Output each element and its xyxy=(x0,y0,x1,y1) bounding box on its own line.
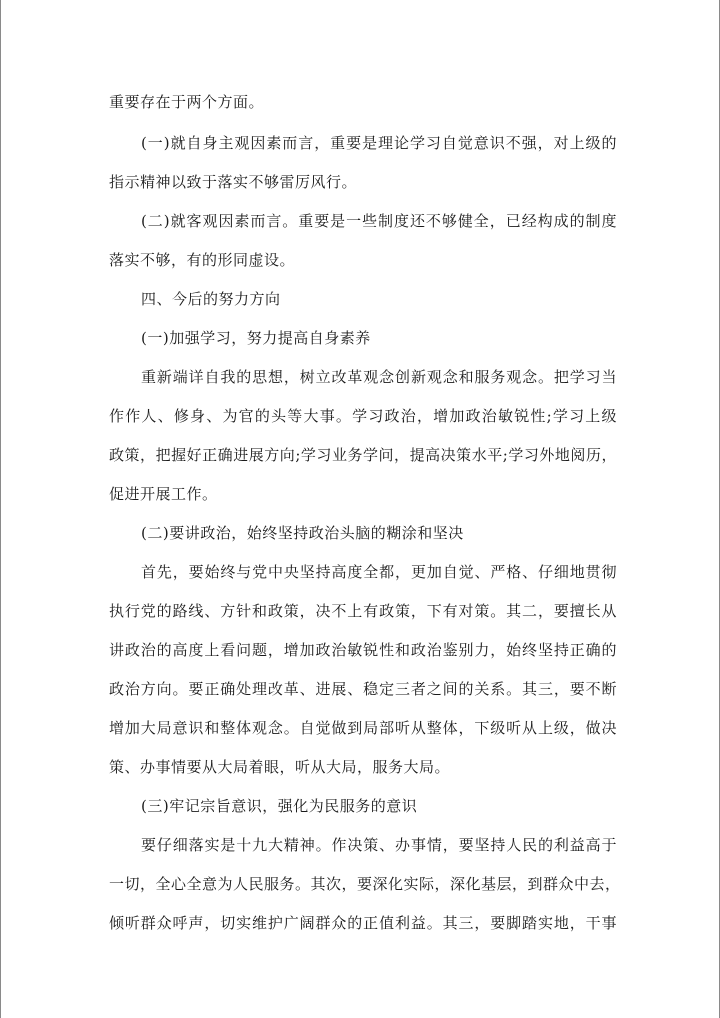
text-line: 落实不够，有的形同虚设。 xyxy=(109,251,296,269)
text-line: 首先，要始终与党中央坚持高度全都，更加自觉、严格、仔细地贯彻 xyxy=(141,563,617,581)
subsection-heading: (二)要讲政治，始终坚持政治头脑的糊涂和坚决 xyxy=(141,524,464,542)
text-line: 讲政治的高度上看问题，增加政治敏锐性和政治鉴别力，始终坚持正确的 xyxy=(109,641,617,659)
text-line: 政治方向。要正确处理改革、进展、稳定三者之间的关系。其三，要不断 xyxy=(109,680,617,698)
text-line: 增加大局意识和整体观念。自觉做到局部听从整体，下级听从上级，做决 xyxy=(109,719,617,737)
text-line: 策、办事情要从大局着眼，听从大局，服务大局。 xyxy=(109,758,451,776)
text-line: (二)就客观因素而言。重要是一些制度还不够健全，已经构成的制度 xyxy=(141,212,617,230)
text-line: 促进开展工作。 xyxy=(109,485,218,503)
text-line: 重新端详自我的思想，树立改革观念创新观念和服务观念。把学习当 xyxy=(141,368,617,386)
section-heading: 四、今后的努力方向 xyxy=(141,290,281,308)
text-line: (一)就自身主观因素而言，重要是理论学习自觉意识不强，对上级的 xyxy=(141,134,617,152)
text-line: 重要存在于两个方面。 xyxy=(109,93,265,111)
subsection-heading: (三)牢记宗旨意识，强化为民服务的意识 xyxy=(141,797,418,815)
text-line: 要仔细落实是十九大精神。作决策、办事情，要坚持人民的利益高于 xyxy=(141,836,617,854)
text-line: 倾听群众呼声，切实维护广阔群众的正值利益。其三，要脚踏实地，干事 xyxy=(109,914,617,932)
text-line: 执行党的路线、方针和政策，决不上有政策，下有对策。其二，要擅长从 xyxy=(109,602,617,620)
text-line: 一切，全心全意为人民服务。其次，要深化实际，深化基层，到群众中去， xyxy=(109,875,621,893)
text-line: 政策，把握好正确进展方向;学习业务学问，提高决策水平;学习外地阅历， xyxy=(109,446,617,464)
subsection-heading: (一)加强学习，努力提高自身素养 xyxy=(141,329,371,347)
text-line: 作作人、修身、为官的头等大事。学习政治，增加政治敏锐性;学习上级 xyxy=(109,407,617,425)
text-line: 指示精神以致于落实不够雷厉风行。 xyxy=(109,173,358,191)
